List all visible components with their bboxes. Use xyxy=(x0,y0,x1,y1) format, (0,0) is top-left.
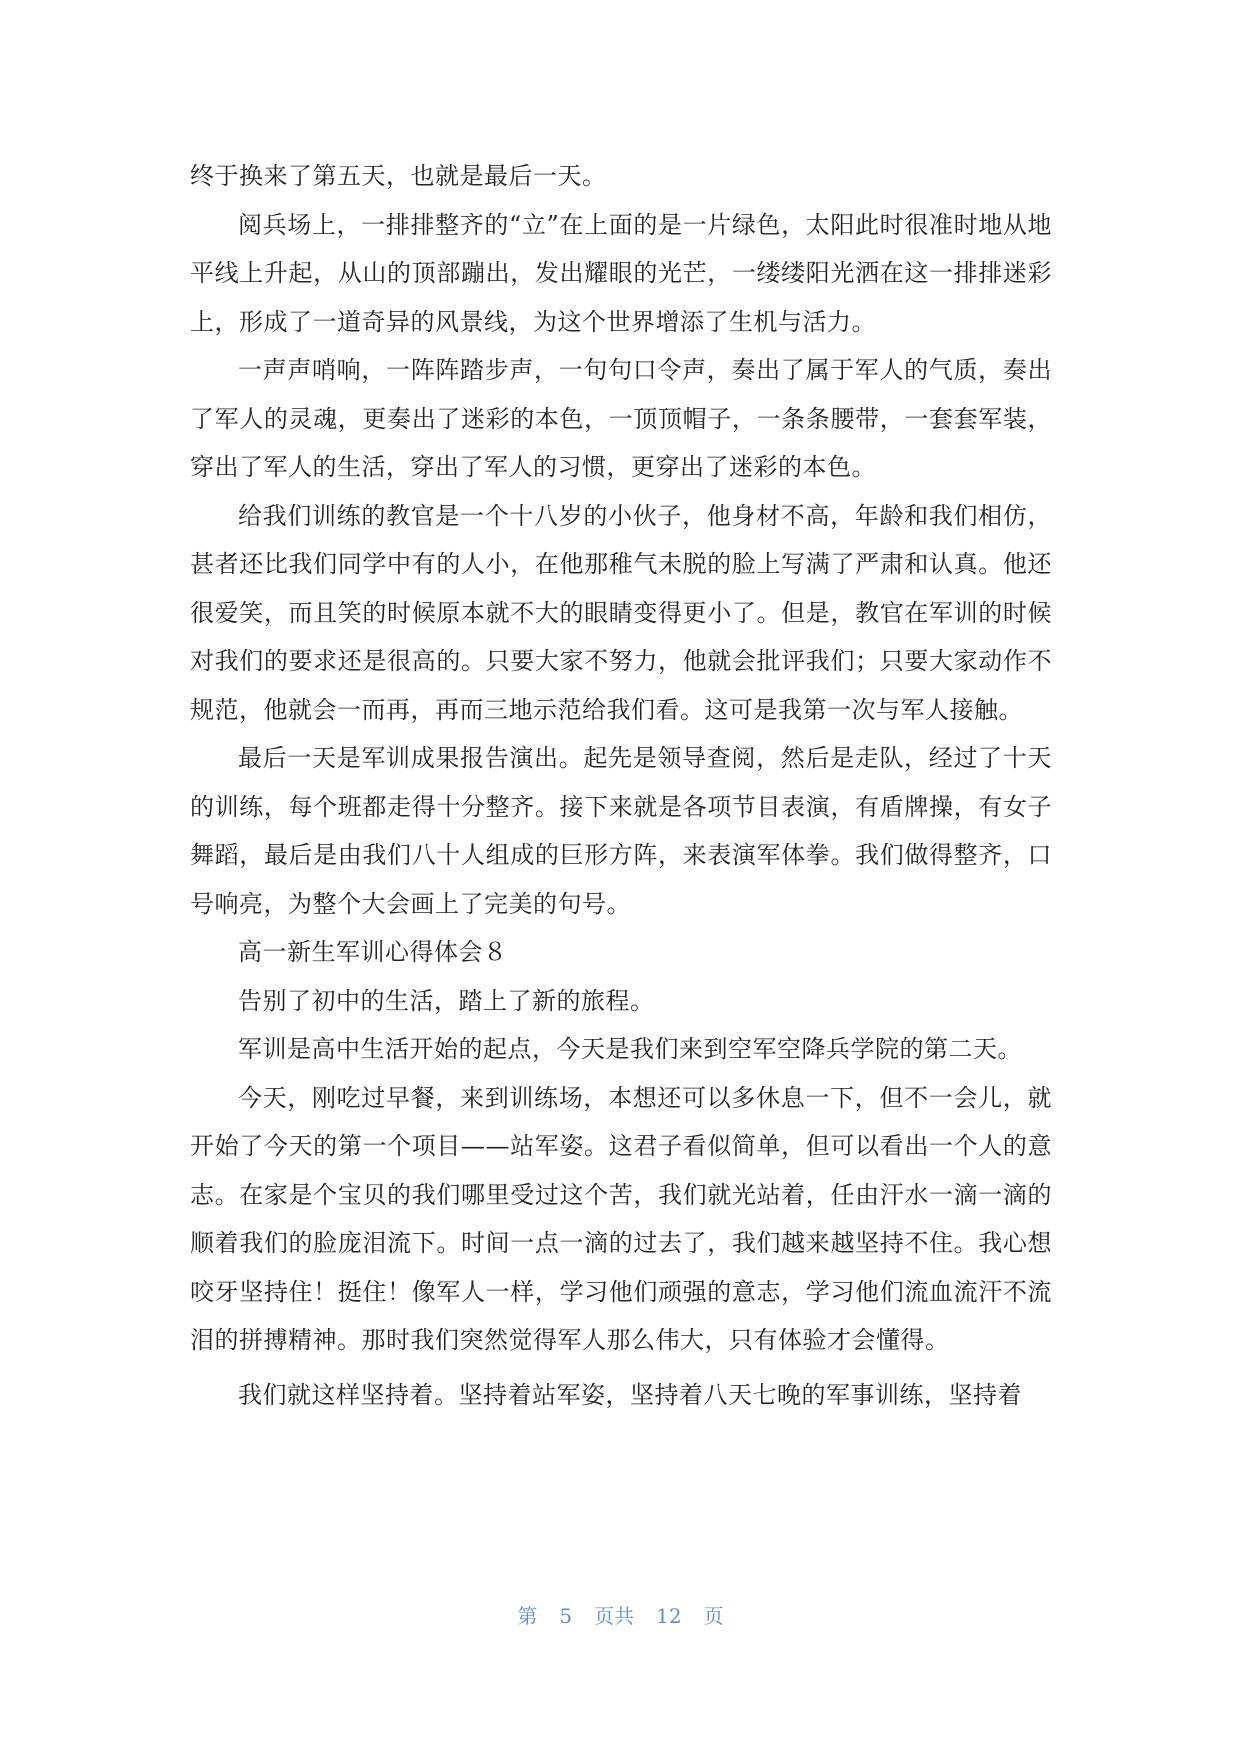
footer-prefix: 第 xyxy=(517,1604,538,1628)
paragraph-1: 终于换来了第五天，也就是最后一天。 xyxy=(190,162,607,190)
paragraph-9: 今天，刚吃过早餐，来到训练场，本想还可以多休息一下，但不一会儿，就开始了今天的第一个项目——站军姿。这君子看似简单，但可以看出一个人的意志。在家是个宝贝的我们哪里受过这个苦，我们就光站着，任由汗水一滴一滴的顺着我们的脸庞泪流下。时间一点一滴的过去了，我们越来越坚持不住。我心想咬牙坚持住！挺住！像军人一样，学习他们顽强的意志，学习他们流血流汗不流泪的拼搏精神。那时我们突然觉得军人那么伟大，只有体验才会懂得。 xyxy=(190,1083,1052,1354)
section-heading: 高一新生军训心得体会８ xyxy=(238,938,508,966)
document-body xyxy=(190,152,1052,1419)
paragraph-2: 阅兵场上，一排排整齐的“立”在上面的是一片绿色，太阳此时很准时地从地平线上升起，从山的顶部蹦出，发出耀眼的光芒，一缕缕阳光洒在这一排排迷彩上，形成了一道奇异的风景线，为这个世界增添了生机与活力。 xyxy=(190,210,1052,336)
footer-current-page: 5 xyxy=(559,1604,573,1628)
footer-middle: 页共 xyxy=(594,1604,635,1628)
paragraph-3: 一声声哨响，一阵阵踏步声，一句句口令声，奏出了属于军人的气质，奏出了军人的灵魂，更奏出了迷彩的本色，一顶顶帽子，一条条腰带，一套套军装，穿出了军人的生活，穿出了军人的习惯，更穿出了迷彩的本色。 xyxy=(190,356,1052,481)
paragraph-10: 我们就这样坚持着。坚持着站军姿，坚持着八天七晚的军事训练，坚持着 xyxy=(238,1380,1022,1409)
paragraph-5: 最后一天是军训成果报告演出。起先是领导查阅，然后是走队，经过了十天的训练，每个班都走得十分整齐。接下来就是各项节目表演，有盾牌操，有女子舞蹈，最后是由我们八十人组成的巨形方阵，来表演军体拳。我们做得整齐，口号响亮，为整个大会画上了完美的句号。 xyxy=(190,744,1052,918)
paragraph-4: 给我们训练的教官是一个十八岁的小伙子，他身材不高，年龄和我们相仿，甚者还比我们同学中有的人小，在他那稚气未脱的脸上写满了严肃和认真。他还很爱笑，而且笑的时候原本就不大的眼睛变得更小了。但是，教官在军训的时候对我们的要求还是很高的。只要大家不努力，他就会批评我们；只要大家动作不规范，他就会一而再，再而三地示范给我们看。这可是我第一次与军人接触。 xyxy=(190,501,1052,724)
footer-total-pages: 12 xyxy=(656,1604,682,1628)
page-footer xyxy=(0,1600,1241,1629)
paragraph-8: 军训是高中生活开始的起点，今天是我们来到空军空降兵学院的第二天。 xyxy=(238,1035,1022,1063)
paragraph-7: 告别了初中的生活，踏上了新的旅程。 xyxy=(238,986,655,1015)
footer-suffix: 页 xyxy=(703,1604,724,1628)
